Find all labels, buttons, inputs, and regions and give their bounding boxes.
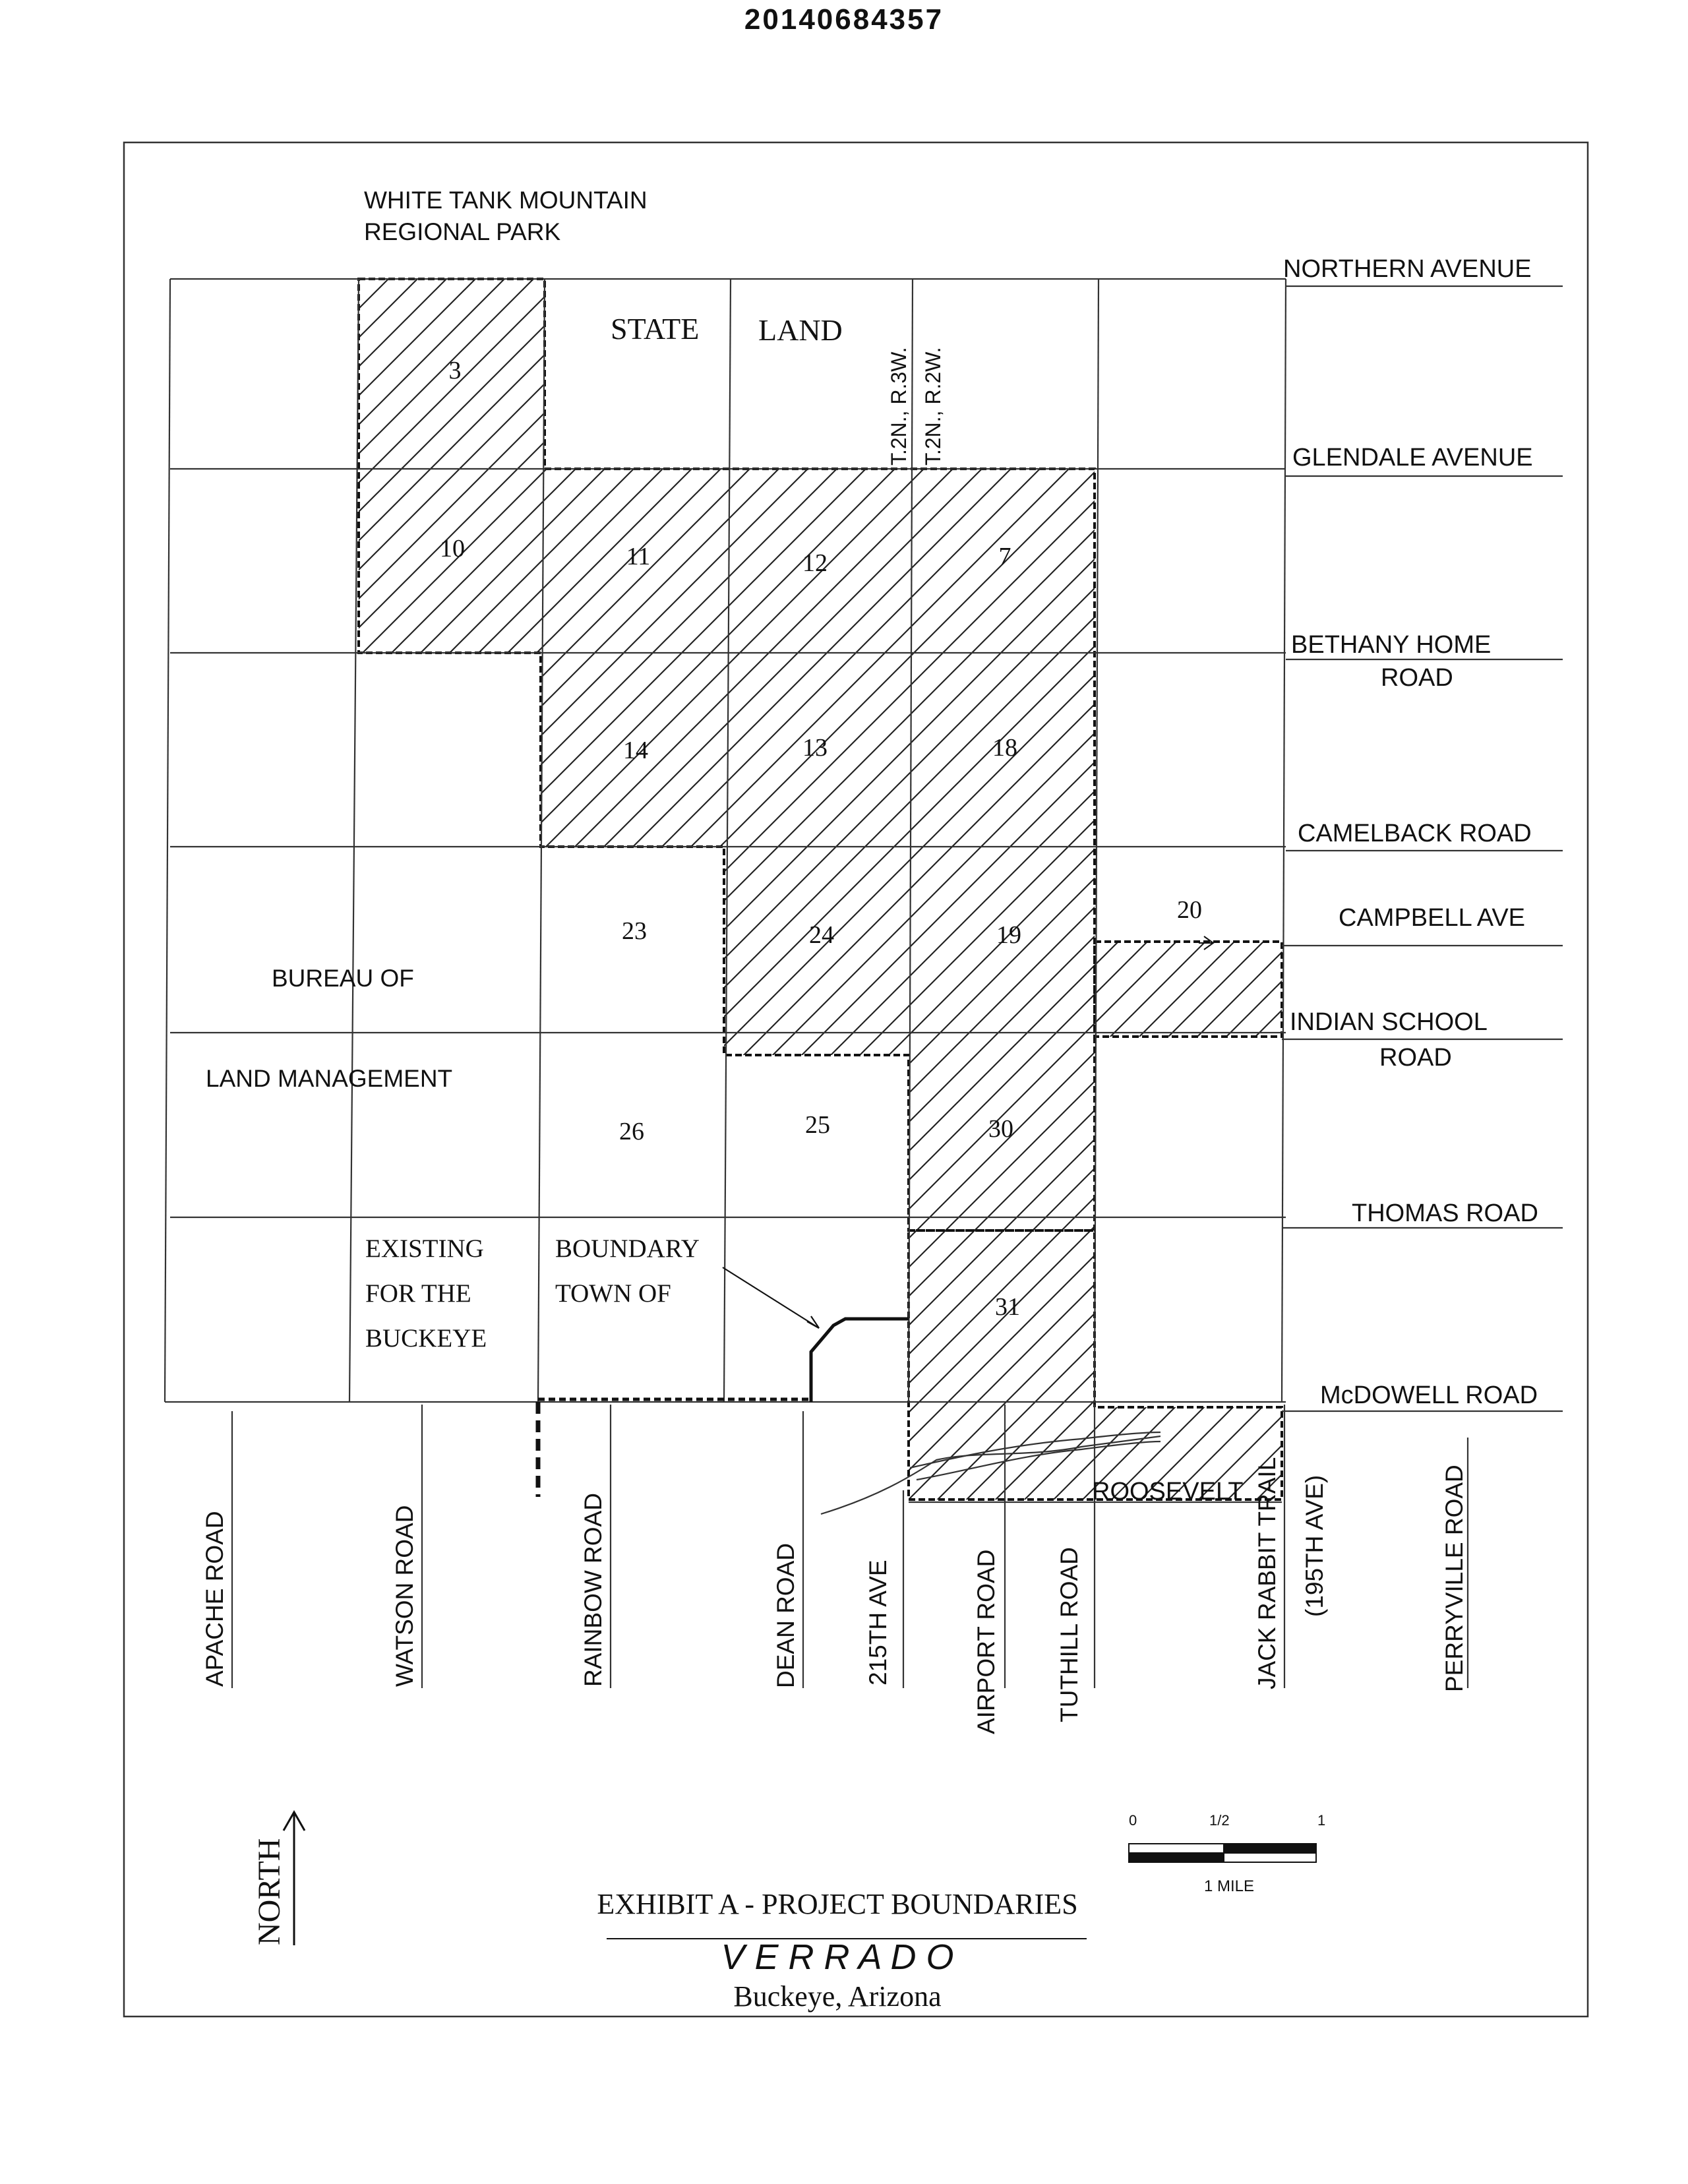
road-label-northern: NORTHERN AVENUE [1283,255,1532,283]
section-number-26: 26 [619,1118,644,1145]
road-label-apache: APACHE ROAD [201,1511,228,1687]
scale-tick-0: 0 [1129,1812,1137,1829]
section-number-25: 25 [805,1111,830,1139]
road-label-campbell: CAMPBELL AVE [1339,904,1526,932]
document-number: 20140684357 [744,3,944,36]
boundary-note-boundary: BOUNDARY [555,1234,700,1263]
road-label-glendale: GLENDALE AVENUE [1292,444,1533,471]
section-number-30: 30 [988,1115,1013,1143]
east-road-labels [1092,255,1538,1505]
state-land-word2: LAND [758,313,843,347]
road-label-mcdowell: McDOWELL ROAD [1320,1381,1538,1409]
south-road-labels [201,1457,1468,1734]
north-label: NORTH [252,1838,287,1945]
boundary-note-town-of: TOWN OF [555,1279,671,1308]
road-label-bethany-1: BETHANY HOME [1291,631,1492,659]
park-label-line1: WHITE TANK MOUNTAIN [364,187,648,214]
project-parcel-sec20 [1095,942,1282,1037]
road-label-watson: WATSON ROAD [391,1505,418,1687]
section-number-13: 13 [802,734,828,762]
project-name: V E R R A D O [721,1937,954,1977]
road-label-rainbow: RAINBOW ROAD [580,1493,607,1687]
title-block [597,1888,1087,2013]
project-parcel-north [359,279,1095,1230]
park-label-line2: REGIONAL PARK [364,218,561,245]
scale-bar [1129,1812,1325,1895]
section-number-14: 14 [623,737,648,764]
project-area-hatching [359,279,1282,1500]
exhibit-title: EXHIBIT A - PROJECT BOUNDARIES [597,1888,1078,1920]
scale-unit: 1 MILE [1204,1877,1255,1895]
project-location: Buckeye, Arizona [733,1980,942,2013]
boundary-note-for-the: FOR THE [365,1279,471,1308]
boundary-leader-line [723,1267,819,1328]
scale-tick-1: 1 [1317,1812,1326,1829]
road-label-bethany-2: ROAD [1381,664,1453,692]
section-number-10: 10 [440,535,465,562]
township-label-left: T.2N., R.3W. [887,347,911,466]
section-number-31: 31 [995,1293,1020,1321]
township-label-right: T.2N., R.2W. [921,347,945,466]
road-label-thomas: THOMAS ROAD [1352,1199,1538,1227]
blm-label-line2: LAND MANAGEMENT [206,1065,453,1092]
blm-label-line1: BUREAU OF [272,965,414,992]
road-label-indian-school-2: ROAD [1379,1044,1452,1072]
road-label-perryville: PERRYVILLE ROAD [1441,1465,1468,1692]
road-label-215th: 215TH AVE [864,1560,891,1685]
boundary-note-existing: EXISTING [365,1234,484,1263]
section-number-19: 19 [996,921,1021,949]
north-arrow [252,1812,305,1945]
road-label-roosevelt: ROOSEVELT [1092,1478,1244,1505]
scale-tick-half: 1/2 [1209,1812,1230,1829]
road-label-tuthill: TUTHILL ROAD [1056,1547,1083,1722]
road-label-airport: AIRPORT ROAD [973,1549,1000,1734]
section-number-18: 18 [992,734,1017,762]
road-label-jack-rabbit-2: (195TH AVE) [1301,1474,1328,1617]
state-land-word1: STATE [611,312,700,346]
road-label-indian-school-1: INDIAN SCHOOL [1290,1008,1488,1036]
section-number-24: 24 [809,921,834,949]
section-number-7: 7 [998,543,1011,570]
section-number-20: 20 [1177,896,1202,924]
road-label-jack-rabbit-1: JACK RABBIT TRAIL [1253,1457,1281,1689]
boundary-note-buckeye: BUCKEYE [365,1324,487,1352]
section-number-11: 11 [626,543,651,570]
road-label-camelback: CAMELBACK ROAD [1298,820,1532,847]
section-number-3: 3 [448,357,462,384]
road-label-dean: DEAN ROAD [772,1543,799,1688]
section-number-23: 23 [622,917,647,945]
section-number-12: 12 [802,549,828,577]
